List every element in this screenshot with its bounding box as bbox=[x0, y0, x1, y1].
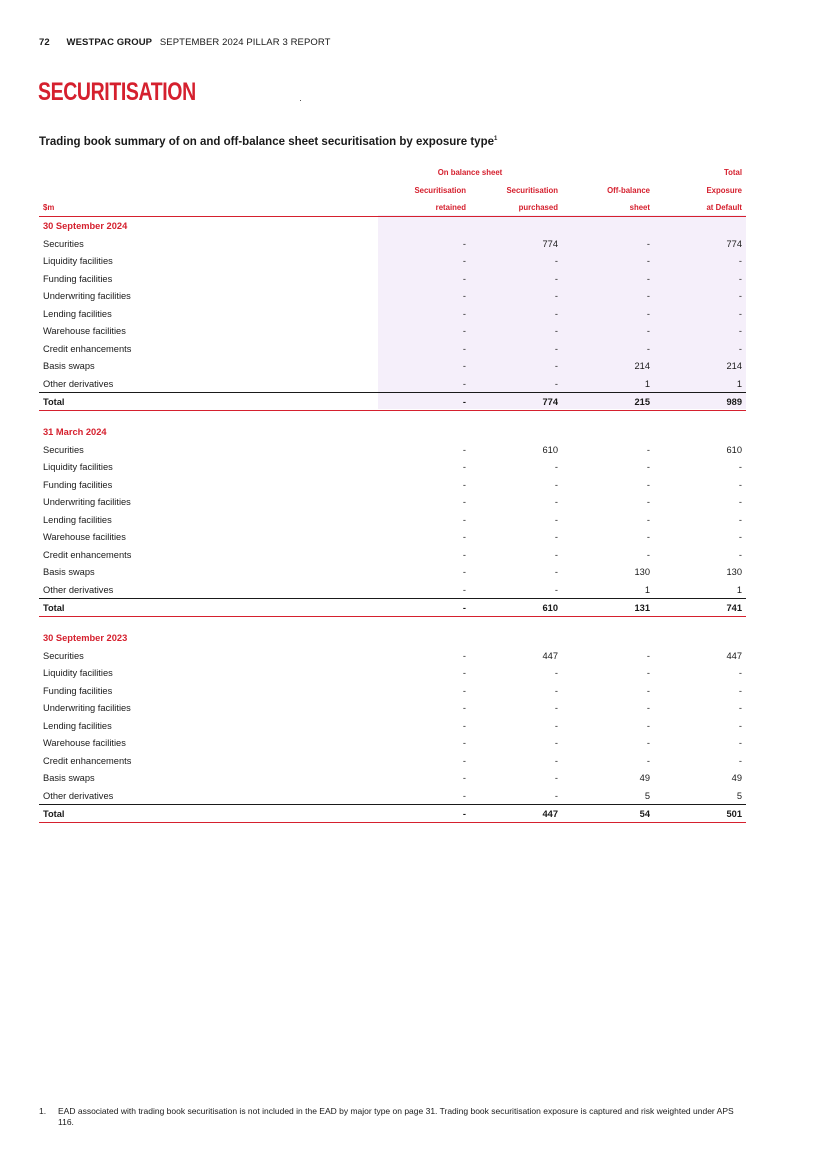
table-row bbox=[39, 682, 746, 700]
cell-retained: - bbox=[462, 720, 466, 731]
cell-total: - bbox=[738, 462, 742, 473]
row-label: Liquidity facilities bbox=[43, 462, 113, 473]
row-label: Lending facilities bbox=[43, 514, 112, 525]
footnote bbox=[39, 1106, 749, 1127]
cell-total: - bbox=[738, 273, 742, 284]
cell-off-balance: 49 bbox=[639, 773, 650, 784]
page-number: 72 bbox=[39, 37, 50, 48]
cell-off-balance: - bbox=[646, 685, 650, 696]
row-label: Credit enhancements bbox=[43, 755, 132, 766]
table-row bbox=[39, 375, 746, 393]
table-title-footnote-marker: 1 bbox=[494, 136, 498, 143]
row-label: Underwriting facilities bbox=[43, 497, 131, 508]
cell-total: - bbox=[738, 326, 742, 337]
cell-purchased: - bbox=[554, 738, 558, 749]
cell-retained: - bbox=[462, 567, 466, 578]
row-label: Basis swaps bbox=[43, 361, 95, 372]
table-row bbox=[39, 322, 746, 340]
row-label: Warehouse facilities bbox=[43, 532, 126, 543]
cell-total: - bbox=[738, 308, 742, 319]
cell-off-balance: - bbox=[646, 532, 650, 543]
cell-retained: - bbox=[462, 462, 466, 473]
table-row bbox=[39, 287, 746, 305]
cell-retained: - bbox=[462, 790, 466, 801]
cell-retained: - bbox=[462, 549, 466, 560]
cell-purchased: 447 bbox=[542, 808, 558, 819]
off-balance-header-line2: sheet bbox=[629, 202, 650, 212]
table-row bbox=[39, 528, 746, 546]
total-header-line2: at Default bbox=[706, 202, 742, 212]
row-label: Credit enhancements bbox=[43, 343, 132, 354]
report-name: SEPTEMBER 2024 PILLAR 3 REPORT bbox=[159, 37, 331, 48]
cell-retained: - bbox=[462, 361, 466, 372]
row-label: Lending facilities bbox=[43, 720, 112, 731]
cell-total: - bbox=[738, 343, 742, 354]
total-row bbox=[39, 392, 746, 411]
cell-off-balance: - bbox=[646, 549, 650, 560]
cell-total: - bbox=[738, 755, 742, 766]
table-row bbox=[39, 734, 746, 752]
row-label: Other derivatives bbox=[43, 790, 114, 801]
cell-total: - bbox=[738, 497, 742, 508]
cell-retained: - bbox=[462, 808, 466, 819]
cell-off-balance: - bbox=[646, 650, 650, 661]
cell-purchased: - bbox=[554, 361, 558, 372]
table-row bbox=[39, 699, 746, 717]
table-row bbox=[39, 581, 746, 599]
row-label: Total bbox=[43, 808, 65, 819]
cell-total: - bbox=[738, 256, 742, 267]
cell-purchased: - bbox=[554, 514, 558, 525]
row-label: Warehouse facilities bbox=[43, 326, 126, 337]
section-title: SECURITISATION bbox=[38, 78, 196, 106]
cell-total: 989 bbox=[726, 396, 742, 407]
cell-purchased: - bbox=[554, 462, 558, 473]
cell-retained: - bbox=[462, 532, 466, 543]
cell-retained: - bbox=[462, 396, 466, 407]
cell-purchased: - bbox=[554, 720, 558, 731]
header-row-1 bbox=[39, 164, 746, 181]
cell-off-balance: - bbox=[646, 238, 650, 249]
cell-retained: - bbox=[462, 755, 466, 766]
cell-total: - bbox=[738, 720, 742, 731]
cell-purchased: - bbox=[554, 326, 558, 337]
cell-purchased: - bbox=[554, 755, 558, 766]
cell-purchased: - bbox=[554, 567, 558, 578]
cell-retained: - bbox=[462, 668, 466, 679]
cell-purchased: - bbox=[554, 668, 558, 679]
cell-retained: - bbox=[462, 584, 466, 595]
cell-retained: - bbox=[462, 650, 466, 661]
table-section bbox=[39, 217, 746, 411]
cell-retained: - bbox=[462, 238, 466, 249]
row-label: Securities bbox=[43, 444, 84, 455]
cell-purchased: - bbox=[554, 790, 558, 801]
table-row bbox=[39, 235, 746, 253]
table-row bbox=[39, 563, 746, 581]
unit-header: $m bbox=[43, 202, 55, 212]
cell-total: - bbox=[738, 291, 742, 302]
cell-total: 1 bbox=[736, 378, 742, 389]
cell-total: - bbox=[738, 668, 742, 679]
header-row-3 bbox=[39, 199, 746, 217]
page-header bbox=[39, 37, 331, 48]
table-row bbox=[39, 752, 746, 770]
cell-off-balance: - bbox=[646, 738, 650, 749]
cell-purchased: - bbox=[554, 703, 558, 714]
table-row bbox=[39, 476, 746, 494]
total-header-line1: Exposure bbox=[706, 185, 742, 195]
cell-retained: - bbox=[462, 738, 466, 749]
cell-retained: - bbox=[462, 514, 466, 525]
cell-retained: - bbox=[462, 256, 466, 267]
table-row bbox=[39, 270, 746, 288]
cell-off-balance: - bbox=[646, 308, 650, 319]
cell-off-balance: - bbox=[646, 497, 650, 508]
header-row-2 bbox=[39, 181, 746, 198]
cell-retained: - bbox=[462, 497, 466, 508]
section-period-title: 30 September 2024 bbox=[43, 220, 128, 231]
cell-total: - bbox=[738, 532, 742, 543]
cell-off-balance: - bbox=[646, 343, 650, 354]
table-row bbox=[39, 787, 746, 805]
cell-total: 501 bbox=[726, 808, 742, 819]
table-row bbox=[39, 511, 746, 529]
footnote-text: EAD associated with trading book securitisation is not included in the EAD by major type on page 31. Trading book securitisation exposure is captured and risk weighted under APS 116. bbox=[58, 1106, 734, 1127]
cell-total: 447 bbox=[726, 650, 742, 661]
cell-purchased: - bbox=[554, 479, 558, 490]
cell-total: - bbox=[738, 685, 742, 696]
row-label: Securities bbox=[43, 650, 84, 661]
footnote-number: 1. bbox=[39, 1106, 47, 1116]
row-label: Underwriting facilities bbox=[43, 291, 131, 302]
brand-name: WESTPAC GROUP bbox=[66, 37, 153, 48]
cell-retained: - bbox=[462, 291, 466, 302]
row-label: Basis swaps bbox=[43, 773, 95, 784]
cell-retained: - bbox=[462, 378, 466, 389]
cell-retained: - bbox=[462, 273, 466, 284]
cell-off-balance: - bbox=[646, 256, 650, 267]
purchased-header-line1: Securitisation bbox=[506, 185, 558, 195]
cell-total: - bbox=[738, 549, 742, 560]
cell-off-balance: 54 bbox=[639, 808, 650, 819]
cell-purchased: - bbox=[554, 308, 558, 319]
cell-off-balance: 131 bbox=[634, 602, 650, 613]
cell-total: 130 bbox=[726, 567, 742, 578]
table-row bbox=[39, 647, 746, 665]
cell-off-balance: 215 bbox=[634, 396, 650, 407]
table-row bbox=[39, 493, 746, 511]
off-balance-header-line1: Off-balance bbox=[607, 185, 650, 195]
cell-retained: - bbox=[462, 343, 466, 354]
cell-off-balance: - bbox=[646, 291, 650, 302]
row-label: Total bbox=[43, 396, 65, 407]
cell-retained: - bbox=[462, 602, 466, 613]
row-label: Credit enhancements bbox=[43, 549, 132, 560]
table-row bbox=[39, 546, 746, 564]
cell-purchased: - bbox=[554, 291, 558, 302]
cell-purchased: - bbox=[554, 256, 558, 267]
table-row bbox=[39, 305, 746, 323]
cell-off-balance: - bbox=[646, 326, 650, 337]
cell-off-balance: 1 bbox=[644, 378, 650, 389]
section-period-title: 31 March 2024 bbox=[43, 427, 107, 438]
cell-retained: - bbox=[462, 773, 466, 784]
cell-purchased: 610 bbox=[542, 444, 558, 455]
cell-off-balance: - bbox=[646, 703, 650, 714]
section-period-title: 30 September 2023 bbox=[43, 633, 128, 644]
table-row bbox=[39, 357, 746, 375]
table-title bbox=[39, 136, 497, 148]
row-label: Liquidity facilities bbox=[43, 668, 113, 679]
row-label: Other derivatives bbox=[43, 378, 114, 389]
row-label: Basis swaps bbox=[43, 567, 95, 578]
cell-off-balance: - bbox=[646, 514, 650, 525]
table-row bbox=[39, 252, 746, 270]
retained-header-line1: Securitisation bbox=[414, 185, 466, 195]
total-row bbox=[39, 804, 746, 823]
cell-purchased: 774 bbox=[542, 396, 558, 407]
cell-purchased: - bbox=[554, 549, 558, 560]
cell-purchased: 774 bbox=[542, 238, 558, 249]
row-label: Other derivatives bbox=[43, 584, 114, 595]
cell-purchased: 610 bbox=[542, 602, 558, 613]
cell-off-balance: - bbox=[646, 462, 650, 473]
total-row bbox=[39, 598, 746, 617]
row-label: Securities bbox=[43, 238, 84, 249]
cell-total: 774 bbox=[726, 238, 742, 249]
table-row bbox=[39, 441, 746, 459]
cell-off-balance: - bbox=[646, 668, 650, 679]
cell-total: 214 bbox=[726, 361, 742, 372]
cell-purchased: 447 bbox=[542, 650, 558, 661]
cell-retained: - bbox=[462, 479, 466, 490]
cell-off-balance: - bbox=[646, 273, 650, 284]
cell-purchased: - bbox=[554, 532, 558, 543]
cell-off-balance: - bbox=[646, 720, 650, 731]
table-title-text: Trading book summary of on and off-balance sheet securitisation by exposure type bbox=[39, 136, 494, 148]
table-row bbox=[39, 717, 746, 735]
cell-total: 741 bbox=[726, 602, 742, 613]
row-label: Liquidity facilities bbox=[43, 256, 113, 267]
cell-off-balance: 214 bbox=[634, 361, 650, 372]
table-row bbox=[39, 664, 746, 682]
row-label: Total bbox=[43, 602, 65, 613]
table-row bbox=[39, 769, 746, 787]
cell-off-balance: - bbox=[646, 755, 650, 766]
cell-purchased: - bbox=[554, 343, 558, 354]
row-label: Funding facilities bbox=[43, 479, 113, 490]
cell-purchased: - bbox=[554, 378, 558, 389]
total-header-line0: Total bbox=[723, 168, 742, 178]
cell-total: 5 bbox=[736, 790, 742, 801]
row-label: Lending facilities bbox=[43, 308, 112, 319]
cell-total: 1 bbox=[736, 584, 742, 595]
cell-off-balance: 1 bbox=[644, 584, 650, 595]
cell-retained: - bbox=[462, 444, 466, 455]
row-label: Funding facilities bbox=[43, 273, 113, 284]
cell-off-balance: - bbox=[646, 444, 650, 455]
on-balance-group-header: On balance sheet bbox=[437, 168, 503, 178]
cell-total: 610 bbox=[726, 444, 742, 455]
cell-retained: - bbox=[462, 308, 466, 319]
cell-purchased: - bbox=[554, 273, 558, 284]
stray-dot bbox=[300, 100, 301, 101]
cell-total: - bbox=[738, 738, 742, 749]
cell-retained: - bbox=[462, 685, 466, 696]
table-section bbox=[39, 411, 746, 617]
row-label: Underwriting facilities bbox=[43, 703, 131, 714]
table-section bbox=[39, 617, 746, 823]
securitisation-table bbox=[39, 164, 746, 823]
cell-total: - bbox=[738, 479, 742, 490]
cell-off-balance: 130 bbox=[634, 567, 650, 578]
cell-off-balance: 5 bbox=[644, 790, 650, 801]
row-label: Warehouse facilities bbox=[43, 738, 126, 749]
row-label: Funding facilities bbox=[43, 685, 113, 696]
table-row bbox=[39, 458, 746, 476]
cell-purchased: - bbox=[554, 497, 558, 508]
purchased-header-line2: purchased bbox=[518, 202, 558, 212]
cell-purchased: - bbox=[554, 773, 558, 784]
cell-off-balance: - bbox=[646, 479, 650, 490]
cell-total: - bbox=[738, 703, 742, 714]
retained-header-line2: retained bbox=[435, 202, 466, 212]
cell-total: 49 bbox=[731, 773, 742, 784]
cell-purchased: - bbox=[554, 584, 558, 595]
table-row bbox=[39, 340, 746, 358]
cell-retained: - bbox=[462, 326, 466, 337]
cell-purchased: - bbox=[554, 685, 558, 696]
cell-retained: - bbox=[462, 703, 466, 714]
cell-total: - bbox=[738, 514, 742, 525]
